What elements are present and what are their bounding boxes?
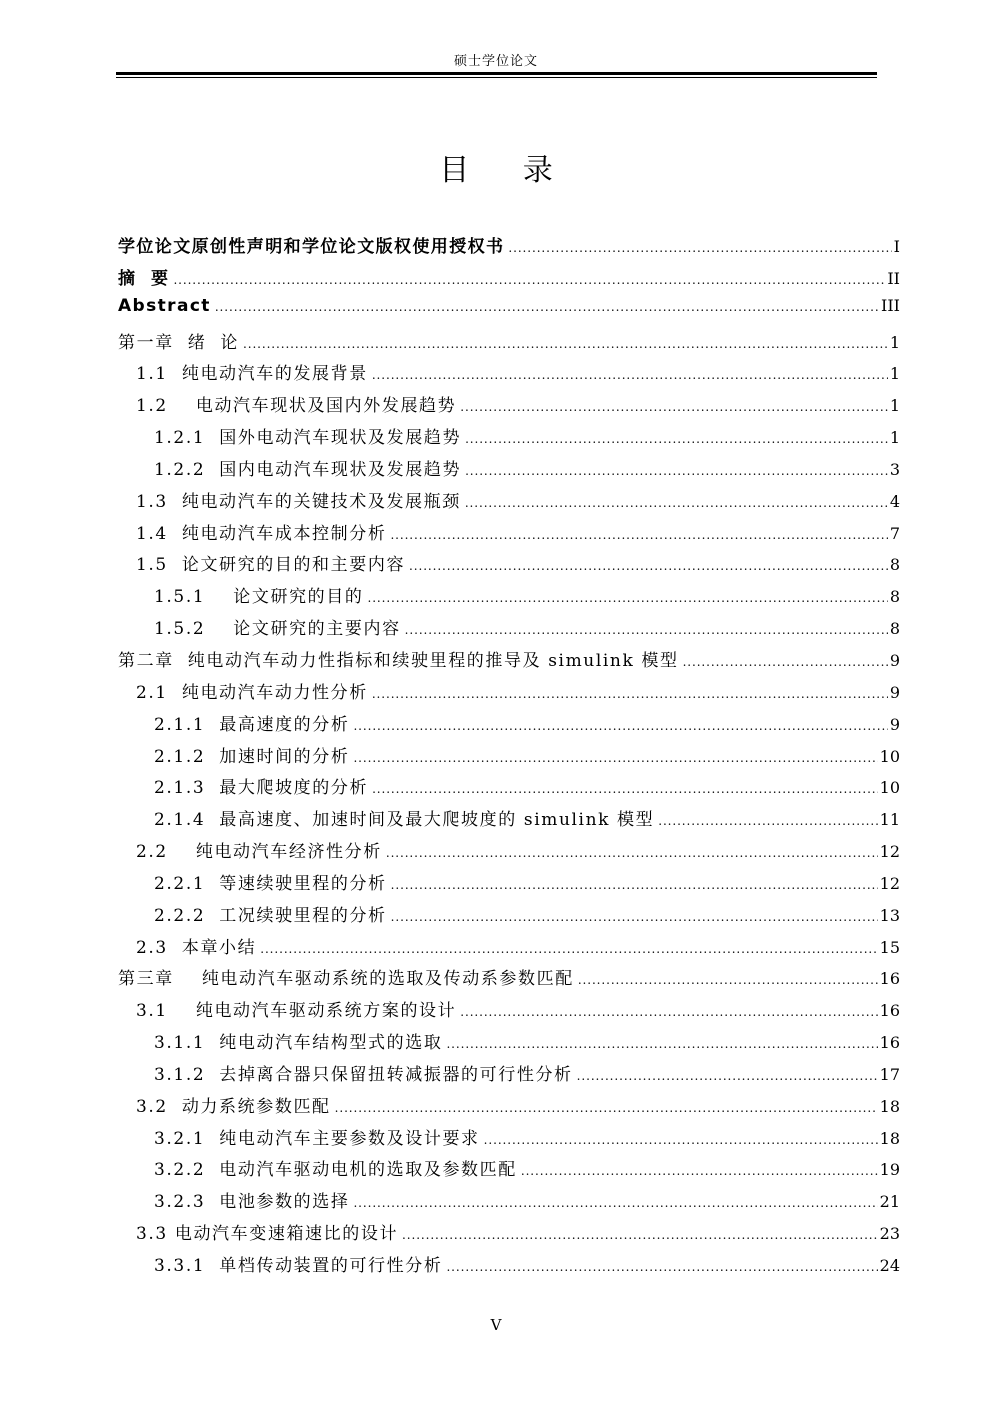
toc-entry[interactable] <box>118 264 900 296</box>
toc-entry-page: 1 <box>889 428 900 448</box>
toc-leader-dots <box>465 464 888 478</box>
toc-leader-dots <box>372 368 888 382</box>
toc-entry-page: 23 <box>879 1224 900 1244</box>
toc-entry-label: 2.1.1 最高速度的分析 <box>154 714 350 735</box>
toc-leader-dots <box>173 273 885 287</box>
toc-entry[interactable] <box>118 455 900 487</box>
toc-entry-page: 8 <box>889 619 900 639</box>
toc-entry-label: 1.5.1 论文研究的目的 <box>154 587 364 608</box>
toc-entry-page: 19 <box>879 1160 900 1180</box>
toc-leader-dots <box>243 337 888 351</box>
toc-leader-dots <box>405 623 888 637</box>
toc-entry-page: 4 <box>889 491 900 511</box>
toc-entry[interactable] <box>118 519 900 551</box>
toc-entry-label: 2.1.4 最高速度、加速时间及最大爬坡度的 simulink 模型 <box>154 810 655 831</box>
toc-entry-label: 第三章 纯电动汽车驱动系统的选取及传动系参数匹配 <box>118 969 574 990</box>
toc-leader-dots <box>683 655 888 669</box>
toc-entry[interactable] <box>118 710 900 742</box>
toc-entry-label: 3.2.3 电池参数的选择 <box>154 1192 350 1213</box>
toc-entry-page: 15 <box>879 937 900 957</box>
toc-entry-page: 1 <box>889 364 900 384</box>
toc-leader-dots <box>391 878 878 892</box>
toc-leader-dots <box>460 1005 877 1019</box>
toc-leader-dots <box>508 241 891 255</box>
toc-leader-dots <box>484 1133 878 1147</box>
toc-leader-dots <box>402 1228 878 1242</box>
toc-leader-dots <box>386 846 878 860</box>
toc-entry-label: 3.1.2 去掉离合器只保留扭转减振器的可行性分析 <box>154 1064 573 1085</box>
toc-entry-label: 3.2.2 电动汽车驱动电机的选取及参数匹配 <box>154 1160 517 1181</box>
toc-entry-label: 摘 要 <box>118 268 170 289</box>
toc-entry[interactable] <box>118 423 900 455</box>
toc-entry-page: 18 <box>879 1128 900 1148</box>
toc-leader-dots <box>521 1164 878 1178</box>
toc-entry-page: 12 <box>879 842 900 862</box>
toc-leader-dots <box>391 910 878 924</box>
toc-entry-label: 3.2 动力系统参数匹配 <box>136 1096 331 1117</box>
toc-entry[interactable] <box>118 232 900 264</box>
toc-entry-label: 1.2.1 国外电动汽车现状及发展趋势 <box>154 428 462 449</box>
toc-entry[interactable] <box>118 614 900 646</box>
toc-leader-dots <box>446 1260 877 1274</box>
toc-entry[interactable] <box>118 1187 900 1219</box>
toc-leader-dots <box>372 782 878 796</box>
toc-entry-label: 3.2.1 纯电动汽车主要参数及设计要求 <box>154 1128 480 1149</box>
toc-leader-dots <box>577 1069 878 1083</box>
toc-entry-page: 9 <box>889 714 900 734</box>
toc-entry[interactable] <box>118 678 900 710</box>
toc-entry[interactable] <box>118 837 900 869</box>
toc-entry-label: 2.2.2 工况续驶里程的分析 <box>154 905 387 926</box>
toc-entry-label: 3.3.1 单档传动装置的可行性分析 <box>154 1256 443 1276</box>
toc-entry-label: 3.1.1 纯电动汽车结构型式的选取 <box>154 1033 443 1054</box>
toc-entry-label: 3.3 电动汽车变速箱速比的设计 <box>136 1224 399 1245</box>
toc-leader-dots <box>465 496 888 510</box>
toc-leader-dots <box>658 814 877 828</box>
toc-entry-page: 7 <box>889 523 900 543</box>
toc-entry-page: I <box>893 237 900 256</box>
toc-leader-dots <box>353 719 887 733</box>
page-number: V <box>490 1316 502 1334</box>
toc-entry[interactable] <box>118 487 900 519</box>
toc-entry-label: 1.4 纯电动汽车成本控制分析 <box>136 523 387 544</box>
toc-entry-page: 13 <box>879 905 900 925</box>
toc-entry-page: III <box>881 295 900 315</box>
toc-entry-page: 16 <box>879 1033 900 1053</box>
running-header: 硕士学位论文 <box>453 54 538 69</box>
toc-entry-page: 10 <box>879 778 900 798</box>
toc-leader-dots <box>465 432 888 446</box>
toc-entry[interactable] <box>118 550 900 582</box>
toc-entry[interactable] <box>118 933 900 965</box>
toc-leader-dots <box>578 973 878 987</box>
toc-entry[interactable] <box>118 996 900 1028</box>
toc-entry-page: 8 <box>889 587 900 607</box>
toc-entry[interactable] <box>118 328 900 360</box>
toc-entry-label: 2.2.1 等速续驶里程的分析 <box>154 873 387 894</box>
toc-entry-label: 3.1 纯电动汽车驱动系统方案的设计 <box>136 1001 457 1022</box>
toc-leader-dots <box>460 400 888 414</box>
toc-leader-dots <box>260 942 877 956</box>
header-rule-thick <box>116 72 877 75</box>
toc-leader-dots <box>390 528 887 542</box>
toc-entry[interactable] <box>118 805 900 837</box>
table-of-contents <box>118 232 900 1283</box>
toc-entry[interactable] <box>118 296 900 328</box>
toc-entry-page: 1 <box>889 396 900 416</box>
toc-leader-dots <box>215 300 879 314</box>
toc-entry-page: 11 <box>879 810 900 830</box>
toc-entry[interactable] <box>118 1124 900 1156</box>
toc-entry-page: 3 <box>889 459 900 479</box>
toc-entry-label: 第二章 纯电动汽车动力性指标和续驶里程的推导及 simulink 模型 <box>118 650 679 671</box>
toc-title: 目 录 <box>439 153 575 188</box>
toc-entry-label: 2.1 纯电动汽车动力性分析 <box>136 682 368 703</box>
toc-entry-label: 1.5 论文研究的目的和主要内容 <box>136 555 406 576</box>
toc-entry-page: 24 <box>879 1256 900 1275</box>
toc-entry-label: 1.2 电动汽车现状及国内外发展趋势 <box>136 396 457 417</box>
toc-entry-page: 16 <box>879 1001 900 1021</box>
toc-entry-label: 2.1.2 加速时间的分析 <box>154 746 350 767</box>
toc-entry-page: 18 <box>879 1096 900 1116</box>
toc-entry-label: 2.1.3 最大爬坡度的分析 <box>154 778 369 799</box>
toc-entry-page: 17 <box>879 1064 900 1084</box>
toc-entry[interactable] <box>118 964 900 996</box>
toc-entry-page: 16 <box>879 969 900 989</box>
toc-entry[interactable] <box>118 901 900 933</box>
toc-entry-label: 学位论文原创性声明和学位论文版权使用授权书 <box>118 237 505 257</box>
toc-entry[interactable] <box>118 391 900 423</box>
header-rule-thin <box>116 77 877 78</box>
toc-entry[interactable] <box>118 1251 900 1283</box>
toc-entry[interactable] <box>118 1060 900 1092</box>
toc-entry-label: 2.3 本章小结 <box>136 937 257 958</box>
toc-entry[interactable] <box>118 646 900 678</box>
toc-entry-page: 8 <box>889 555 900 575</box>
toc-leader-dots <box>409 559 888 573</box>
toc-entry-page: 9 <box>889 650 900 670</box>
toc-entry[interactable] <box>118 742 900 774</box>
toc-entry-page: 21 <box>879 1192 900 1212</box>
toc-entry[interactable] <box>118 1219 900 1251</box>
toc-entry-label: 2.2 纯电动汽车经济性分析 <box>136 842 382 863</box>
toc-leader-dots <box>372 687 888 701</box>
toc-entry[interactable] <box>118 773 900 805</box>
toc-entry-label: 1.3 纯电动汽车的关键技术及发展瓶颈 <box>136 491 461 512</box>
toc-entry[interactable] <box>118 1092 900 1124</box>
toc-leader-dots <box>367 591 887 605</box>
toc-entry[interactable] <box>118 869 900 901</box>
toc-entry-page: 9 <box>889 682 900 702</box>
toc-entry-label: 1.1 纯电动汽车的发展背景 <box>136 364 368 385</box>
toc-entry-page: 1 <box>889 332 900 352</box>
toc-leader-dots <box>335 1101 878 1115</box>
toc-entry-label: 第一章 绪 论 <box>118 332 240 353</box>
toc-entry-label: 1.5.2 论文研究的主要内容 <box>154 619 401 640</box>
toc-leader-dots <box>353 751 877 765</box>
toc-entry-page: II <box>887 268 900 288</box>
toc-entry-page: 10 <box>879 746 900 766</box>
toc-entry[interactable] <box>118 1028 900 1060</box>
toc-leader-dots <box>446 1037 877 1051</box>
toc-entry-label: Abstract <box>118 295 211 316</box>
toc-entry-label: 1.2.2 国内电动汽车现状及发展趋势 <box>154 459 462 480</box>
toc-leader-dots <box>353 1196 877 1210</box>
toc-entry[interactable] <box>118 582 900 614</box>
toc-entry[interactable] <box>118 1155 900 1187</box>
toc-entry-page: 12 <box>879 873 900 893</box>
toc-entry[interactable] <box>118 359 900 391</box>
